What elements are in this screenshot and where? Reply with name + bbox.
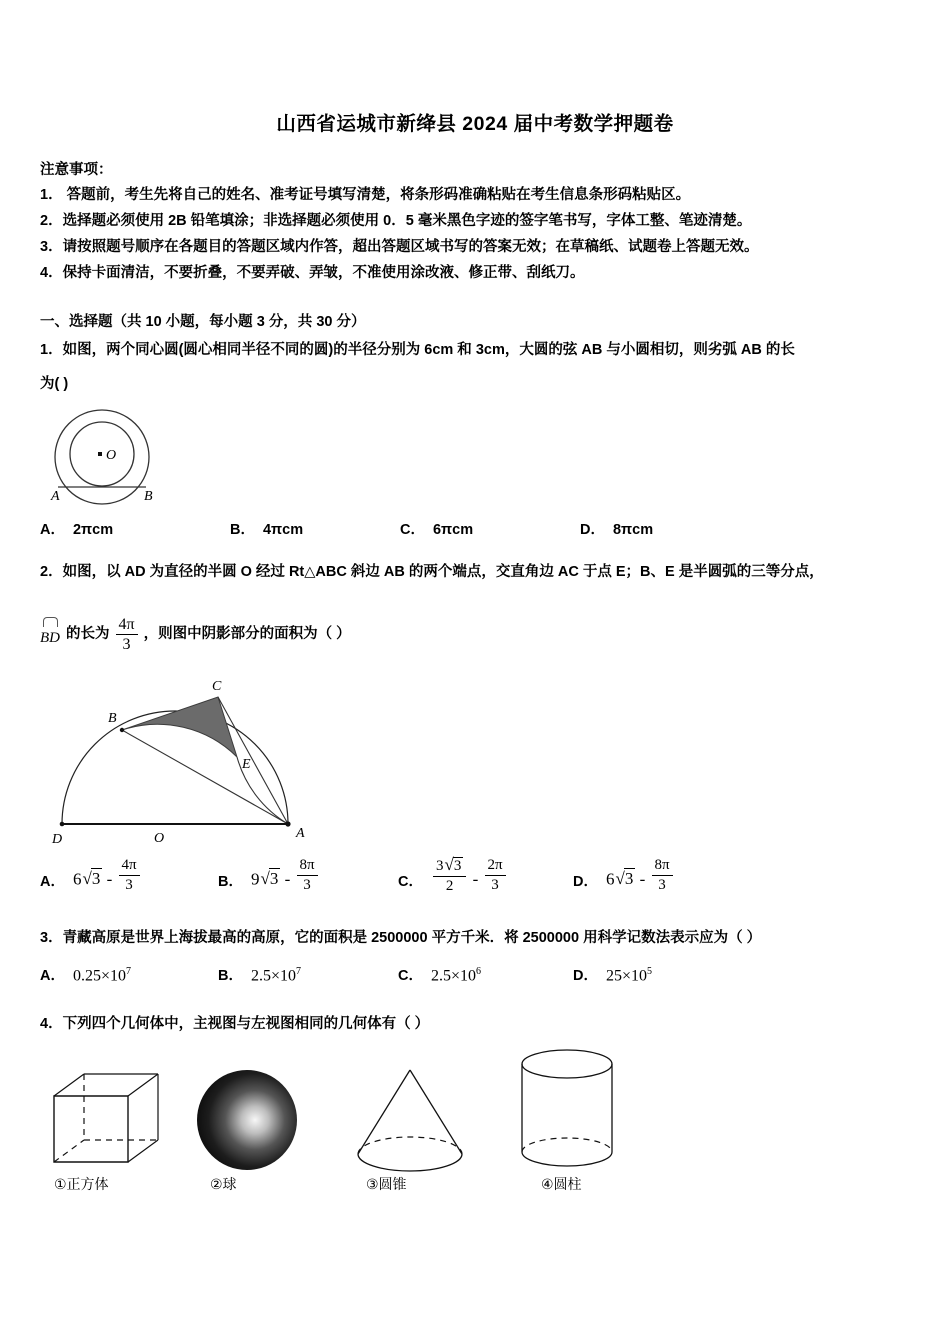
notice-item-2: 2．选择题必须使用 2B 铅笔填涂；非选择题必须使用 0．5 毫米黑色字迹的签字笔书写，字体工整、笔迹清楚。 <box>40 213 752 230</box>
option-label: B． <box>218 967 243 984</box>
question-1-option-a[interactable] <box>40 518 230 539</box>
question-2-option-a[interactable] <box>40 857 218 898</box>
option-value: 6√3 - $\frac{8\pi}{3}$ <box>606 863 675 898</box>
option-label: C． <box>398 967 423 984</box>
option-value: 6πcm <box>432 522 474 539</box>
solid-cone-label: ③圆锥 <box>366 1175 407 1192</box>
option-value: 8πcm <box>612 522 654 539</box>
solid-sphere-label: ②球 <box>210 1175 237 1192</box>
sphere-icon <box>192 1066 302 1174</box>
question-1-option-c[interactable] <box>400 518 580 539</box>
arc-length-fraction <box>116 616 138 654</box>
point-b-label: B <box>108 710 117 726</box>
option-label: B． <box>230 522 255 539</box>
cone-icon <box>342 1066 482 1174</box>
notice-item-4: 4．保持卡面清洁，不要折叠，不要弄破、弄皱，不准使用涂改液、修正带、刮纸刀。 <box>40 264 585 281</box>
question-4-solids <box>0 1046 950 1194</box>
section-heading-choice: 一、选择题（共 10 小题，每小题 3 分，共 30 分） <box>40 313 366 330</box>
question-2-option-b[interactable] <box>218 857 398 898</box>
solid-cylinder <box>507 1046 657 1194</box>
solid-cube-label: ①正方体 <box>54 1175 109 1192</box>
option-label: B． <box>218 873 243 890</box>
question-3-option-a[interactable] <box>40 964 218 985</box>
notice-item-3: 3．请按照题号顺序在各题目的答题区域内作答，超出答题区域书写的答案无效；在草稿纸、试题卷上答题无效。 <box>40 238 759 255</box>
question-4-number: 4． <box>40 1015 63 1032</box>
semicircle-shaded-diagram <box>40 672 360 852</box>
question-1-stem-cont: 为( ) <box>40 376 69 393</box>
question-1-option-b[interactable] <box>230 518 400 539</box>
notice-heading: 注意事项： <box>40 162 113 178</box>
option-label: C． <box>398 873 423 890</box>
question-4-stem <box>0 1011 950 1038</box>
question-3-text: 青藏高原是世界上海拔最高的高原，它的面积是 2500000 平方千米．将 2500000 用科学记数法表示应为（ ） <box>62 930 762 947</box>
question-3-option-b[interactable] <box>218 964 398 985</box>
question-3-option-d[interactable] <box>573 964 652 985</box>
page-title: 山西省运城市新绛县 2024 届中考数学押题卷 <box>276 113 674 135</box>
option-value: $2.5\times 10^6$ <box>430 965 482 984</box>
option-label: D． <box>573 873 598 890</box>
point-c-label: C <box>212 678 222 694</box>
cube-icon <box>40 1066 172 1174</box>
question-2-figure <box>0 672 950 852</box>
point-e-label: E <box>242 756 251 772</box>
question-4-text: 下列四个几何体中，主视图与左视图相同的几何体有（ ） <box>62 1015 430 1032</box>
question-1-text: 如图，两个同心圆(圆心相同半径不同的圆)的半径分别为 6cm 和 3cm，大圆的弦 AB 与小圆相切，则劣弧 AB 的长 <box>62 341 795 358</box>
option-value: 6√3 - $\frac{4\pi}{3}$ <box>73 863 142 898</box>
solid-cylinder-label: ④圆柱 <box>541 1175 582 1192</box>
option-value: $25\times 10^5$ <box>605 965 653 984</box>
notice-item-1: 1． 答题前，考生先将自己的姓名、准考证号填写清楚，将条形码准确粘贴在考生信息条形码粘贴区。 <box>40 187 691 204</box>
question-3-options <box>0 964 950 985</box>
solid-sphere <box>192 1066 342 1194</box>
notice-block <box>0 136 950 287</box>
point-a-label: A <box>296 825 305 841</box>
fraction-numerator: 4π <box>116 616 138 635</box>
point-o-label: O <box>154 830 165 846</box>
option-value: 9√3 - $\frac{8\pi}{3}$ <box>251 863 320 898</box>
question-3-number: 3． <box>40 930 63 947</box>
option-label: D． <box>580 522 605 539</box>
option-value: $\frac{3√3}{2}$ - $\frac{2\pi}{3}$ <box>431 862 508 900</box>
arc-label: BD <box>40 629 60 646</box>
question-2-option-c[interactable] <box>398 855 573 900</box>
solid-cube <box>40 1066 192 1194</box>
lead-numerator: 3√3 <box>433 856 466 876</box>
option-value: $0.25\times 10^7$ <box>72 965 132 984</box>
question-1-figure <box>0 404 950 512</box>
option-value: 4πcm <box>262 522 304 539</box>
question-2-option-d[interactable] <box>573 857 675 898</box>
question-1-options <box>0 518 950 539</box>
fraction-denominator: 3 <box>122 636 131 654</box>
option-label: C． <box>400 522 425 539</box>
circle-point-a-label: A <box>51 489 60 505</box>
option-label: A． <box>40 522 65 539</box>
question-2-stem <box>0 559 950 586</box>
question-2-text-end: ，则图中阴影部分的面积为（ ） <box>143 626 351 643</box>
option-label: A． <box>40 873 65 890</box>
question-2-text-mid: 的长为 <box>66 626 110 643</box>
question-2-number: 2． <box>40 564 63 581</box>
question-1-stem <box>0 337 950 364</box>
option-value: 2πcm <box>72 522 114 539</box>
question-3-stem <box>0 925 950 952</box>
option-label: D． <box>573 967 598 984</box>
question-2-stem-cont <box>0 616 950 654</box>
option-label: A． <box>40 967 65 984</box>
question-2-options <box>0 855 950 900</box>
question-3-option-c[interactable] <box>398 964 573 985</box>
option-value: $2.5\times 10^7$ <box>250 965 302 984</box>
arc-notation <box>40 617 60 653</box>
circle-point-b-label: B <box>144 489 153 505</box>
point-d-label: D <box>52 831 63 847</box>
question-2-text-line1: 如图，以 AD 为直径的半圆 O 经过 Rt△ABC 斜边 AB 的两个端点，交直角边 AC 于点 E；B、E 是半圆弧的三等分点， <box>62 564 824 581</box>
circle-center-label: O <box>106 448 117 464</box>
concentric-circles-diagram <box>40 404 200 512</box>
question-1-option-d[interactable] <box>580 518 653 539</box>
question-1-number: 1． <box>40 341 63 358</box>
cylinder-icon <box>507 1046 627 1174</box>
solid-cone <box>342 1066 507 1194</box>
